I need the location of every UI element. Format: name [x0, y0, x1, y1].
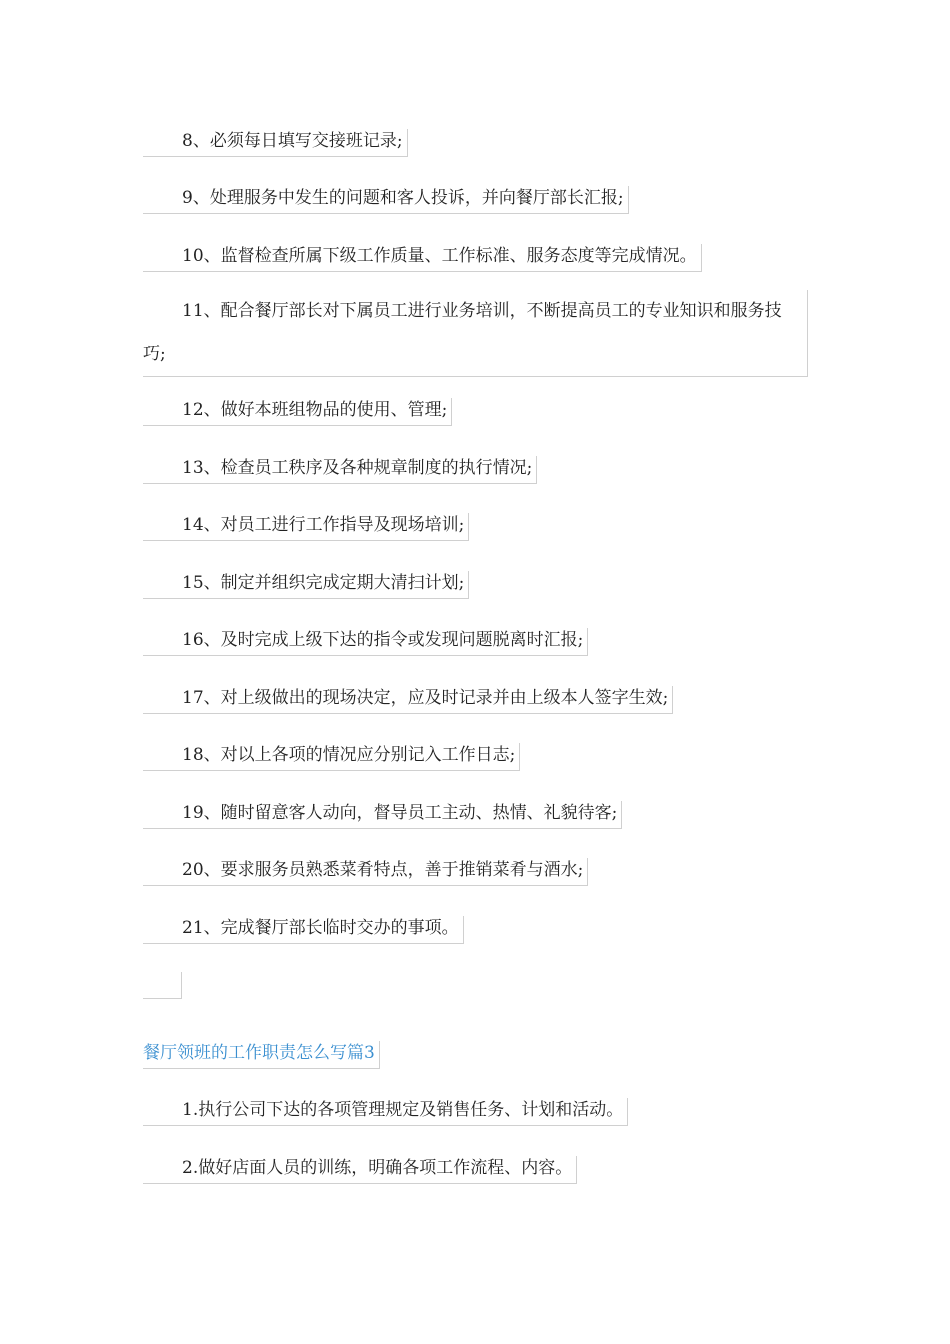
duty-item-13: 13、检查员工秩序及各种规章制度的执行情况; [143, 456, 537, 484]
section-item-2: 2.做好店面人员的训练，明确各项工作流程、内容。 [143, 1156, 577, 1184]
duty-item-11: 11、配合餐厅部长对下属员工进行业务培训，不断提高员工的专业知识和服务技巧; [143, 290, 808, 377]
duty-item-20: 20、要求服务员熟悉菜肴特点，善于推销菜肴与酒水; [143, 858, 588, 886]
duty-item-15: 15、制定并组织完成定期大清扫计划; [143, 571, 469, 599]
section-item-1: 1.执行公司下达的各项管理规定及销售任务、计划和活动。 [143, 1098, 628, 1126]
duty-item-8: 8、必须每日填写交接班记录; [143, 129, 408, 157]
duty-item-12: 12、做好本班组物品的使用、管理; [143, 398, 452, 426]
duty-item-16: 16、及时完成上级下达的指令或发现问题脱离时汇报; [143, 628, 588, 656]
duty-item-10: 10、监督检查所属下级工作质量、工作标准、服务态度等完成情况。 [143, 244, 702, 272]
empty-paragraph [143, 972, 182, 999]
duty-item-9: 9、处理服务中发生的问题和客人投诉，并向餐厅部长汇报; [143, 186, 629, 214]
section-heading: 餐厅领班的工作职责怎么写篇3 [143, 1041, 380, 1069]
duty-item-17: 17、对上级做出的现场决定，应及时记录并由上级本人签字生效; [143, 686, 673, 714]
duty-item-14: 14、对员工进行工作指导及现场培训; [143, 513, 469, 541]
duty-item-19: 19、随时留意客人动向，督导员工主动、热情、礼貌待客; [143, 801, 622, 829]
duty-item-21: 21、完成餐厅部长临时交办的事项。 [143, 916, 464, 944]
duty-item-18: 18、对以上各项的情况应分别记入工作日志; [143, 743, 520, 771]
